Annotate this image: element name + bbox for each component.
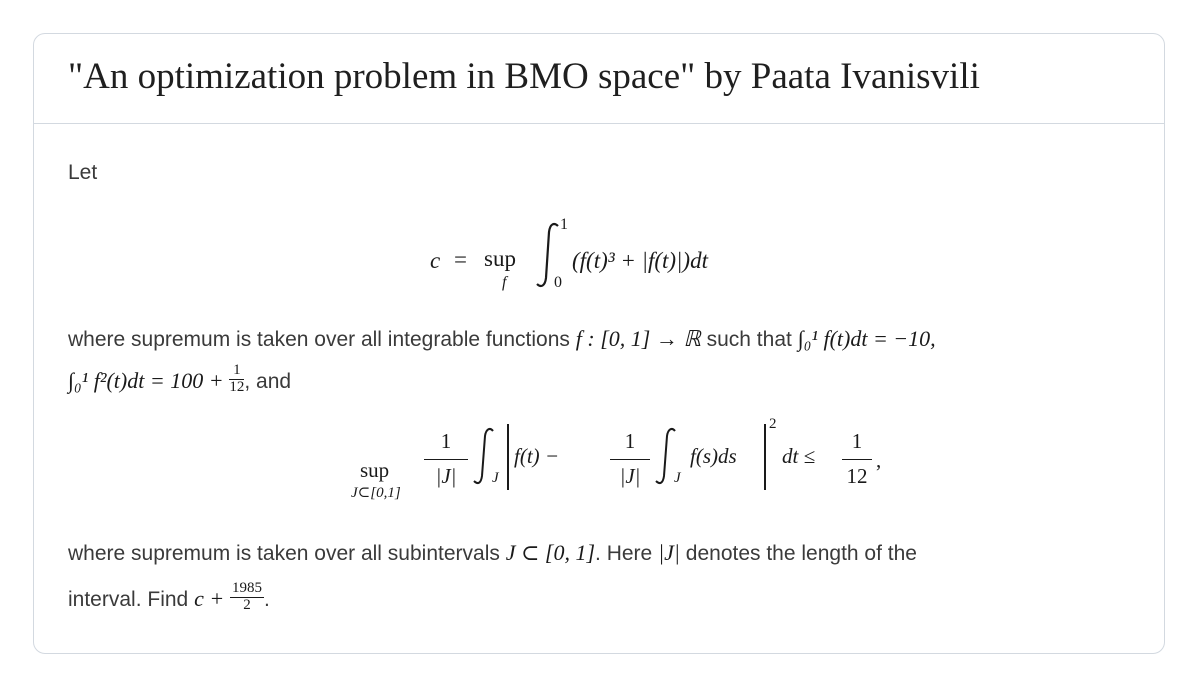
sup-subscript-2: J⊂[0,1] [351,485,401,501]
fraction-numerator-2: 1985 [232,580,263,597]
sup-operator-2: sup [360,458,390,482]
frac2-bar [610,459,650,460]
sup-subscript: f [502,274,507,291]
integrand: (f(t)³ + |f(t)|)dt [572,248,708,273]
problem-card [33,33,1165,654]
para2-line2 [68,580,270,614]
para1-text-b: such that [706,328,792,351]
fsds: f(s)ds [690,444,737,468]
para2-period: . [264,588,270,611]
answer-expression: c + [194,586,225,611]
fraction-denominator: 12 [229,378,245,395]
frac1-bar [424,459,468,460]
equals-sign: = [454,247,467,272]
para2-text-c: denotes the length of the [685,542,917,565]
eq2-comma: , [876,448,882,472]
var-c: c [430,248,441,273]
exponent-two: 2 [769,416,777,432]
para2-text-a: where supremum is taken over all subintervals [68,542,500,565]
frac2-numerator: 1 [624,429,636,453]
para1-text-a: where supremum is taken over all integrable functions [68,328,570,351]
problem-body [34,124,1164,654]
fraction-denominator-2: 2 [243,596,251,613]
abs-bar-left [507,424,509,490]
integral-lower-limit: 0 [554,274,562,291]
subinterval-math: J ⊂ [0, 1] [505,540,596,565]
function-signature: f : [0, 1] → ℝ [575,326,701,351]
sup-operator: sup [484,246,516,271]
fraction-numerator: 1 [229,363,244,380]
para2-line1 [68,540,917,566]
para2-text-d: interval. Find [68,588,189,611]
abs-bar-right [764,424,766,490]
fraction-1985-2 [230,581,264,614]
frac2-denominator: |J| [619,464,641,488]
length-symbol: |J| [658,540,680,565]
para1-line1 [68,326,936,352]
rhs-bar [842,459,872,460]
integral-domain-2: J [674,470,681,486]
fraction-one-twelfth [229,363,244,396]
dt-leq: dt ≤ [782,444,816,468]
second-moment-constraint: ∫₀¹ f²(t)dt = 100 + [68,368,224,393]
intro-text: Let [68,161,98,184]
rhs-denominator: 12 [846,464,868,488]
frac1-numerator: 1 [440,429,452,453]
ft-minus: f(t) − [514,444,560,468]
para1-text-c: , and [244,370,292,393]
rhs-numerator: 1 [851,429,863,453]
para2-text-b: . Here [595,542,653,565]
page-title: "An optimization problem in BMO space" by Paata Ivanisvili [68,56,980,97]
integral-domain-1: J [492,470,499,486]
frac1-denominator: |J| [435,464,457,488]
para1-line2 [68,362,292,396]
integral-upper-limit: 1 [560,216,568,233]
mean-constraint: ∫₀¹ f(t)dt = −10, [797,326,936,351]
equation-bmo-condition [344,412,904,512]
equation-c-definition [424,216,784,296]
card-header [34,34,1164,124]
